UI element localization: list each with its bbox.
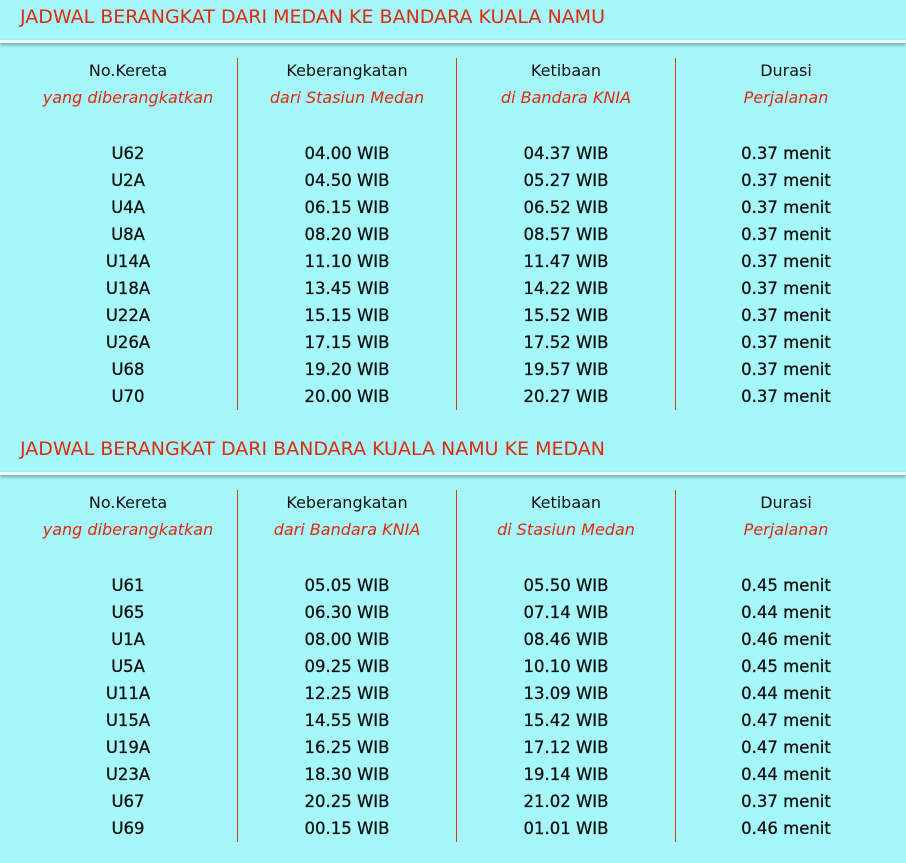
train-number-cell: U1A <box>111 630 145 649</box>
departure-time-cell: 06.15 WIB <box>304 198 390 217</box>
train-number-cell: U68 <box>111 360 145 379</box>
column-subheader: dari Bandara KNIA <box>273 520 421 539</box>
arrival-time-cell: 07.14 WIB <box>523 603 609 622</box>
duration-cell: 0.37 menit <box>741 225 831 244</box>
train-number-cell: U19A <box>105 738 151 757</box>
departure-time-cell: 12.25 WIB <box>304 684 390 703</box>
column-subheader: yang diberangkatkan <box>42 88 214 107</box>
departure-time-cell: 17.15 WIB <box>304 333 390 352</box>
departure-time-cell: 20.25 WIB <box>304 792 390 811</box>
arrival-time-cell: 11.47 WIB <box>523 252 609 271</box>
arrival-time-cell: 13.09 WIB <box>523 684 609 703</box>
section-title: JADWAL BERANGKAT DARI MEDAN KE BANDARA KUALA NAMU <box>20 6 605 28</box>
arrival-time-cell: 01.01 WIB <box>523 819 609 838</box>
train-number-cell: U18A <box>105 279 151 298</box>
duration-cell: 0.47 menit <box>741 738 831 757</box>
duration-cell: 0.37 menit <box>741 198 831 217</box>
departure-time-cell: 05.05 WIB <box>304 576 390 595</box>
title-divider <box>0 472 906 475</box>
departure-time-cell: 04.00 WIB <box>304 144 390 163</box>
train-number-cell: U15A <box>105 711 151 730</box>
arrival-time-cell: 06.52 WIB <box>523 198 609 217</box>
train-number-cell: U65 <box>111 603 145 622</box>
departure-time-cell: 16.25 WIB <box>304 738 390 757</box>
column-header: Keberangkatan <box>286 61 408 80</box>
arrival-time-cell: 04.37 WIB <box>523 144 609 163</box>
departure-time-cell: 04.50 WIB <box>304 171 390 190</box>
duration-cell: 0.45 menit <box>741 657 831 676</box>
duration-cell: 0.37 menit <box>741 144 831 163</box>
duration-cell: 0.37 menit <box>741 252 831 271</box>
departure-time-cell: 08.00 WIB <box>304 630 390 649</box>
train-number-cell: U61 <box>111 576 145 595</box>
train-number-cell: U5A <box>111 657 145 676</box>
duration-cell: 0.45 menit <box>741 576 831 595</box>
column-header: Keberangkatan <box>286 493 408 512</box>
column-header: No.Kereta <box>88 493 168 512</box>
departure-time-cell: 19.20 WIB <box>304 360 390 379</box>
duration-cell: 0.44 menit <box>741 684 831 703</box>
duration-cell: 0.37 menit <box>741 171 831 190</box>
arrival-time-cell: 08.57 WIB <box>523 225 609 244</box>
duration-cell: 0.37 menit <box>741 387 831 406</box>
duration-cell: 0.37 menit <box>741 792 831 811</box>
column-subheader: Perjalanan <box>743 520 829 539</box>
train-number-cell: U70 <box>111 387 145 406</box>
departure-time-cell: 14.55 WIB <box>304 711 390 730</box>
departure-time-cell: 06.30 WIB <box>304 603 390 622</box>
train-number-cell: U26A <box>105 333 151 352</box>
train-number-cell: U2A <box>111 171 145 190</box>
duration-cell: 0.44 menit <box>741 603 831 622</box>
duration-cell: 0.37 menit <box>741 306 831 325</box>
train-number-cell: U8A <box>111 225 145 244</box>
arrival-time-cell: 15.42 WIB <box>523 711 609 730</box>
column-header: Durasi <box>760 493 812 512</box>
departure-time-cell: 20.00 WIB <box>304 387 390 406</box>
duration-cell: 0.37 menit <box>741 279 831 298</box>
departure-time-cell: 08.20 WIB <box>304 225 390 244</box>
duration-cell: 0.37 menit <box>741 360 831 379</box>
arrival-time-cell: 19.57 WIB <box>523 360 609 379</box>
train-number-cell: U69 <box>111 819 145 838</box>
departure-time-cell: 09.25 WIB <box>304 657 390 676</box>
duration-cell: 0.44 menit <box>741 765 831 784</box>
column-header: Ketibaan <box>530 61 602 80</box>
duration-cell: 0.47 menit <box>741 711 831 730</box>
title-divider <box>0 40 906 43</box>
section-title: JADWAL BERANGKAT DARI BANDARA KUALA NAMU KE MEDAN <box>20 438 605 460</box>
duration-cell: 0.37 menit <box>741 333 831 352</box>
arrival-time-cell: 05.50 WIB <box>523 576 609 595</box>
arrival-time-cell: 17.52 WIB <box>523 333 609 352</box>
column-subheader: di Bandara KNIA <box>500 88 632 107</box>
train-number-cell: U22A <box>105 306 151 325</box>
train-number-cell: U67 <box>111 792 145 811</box>
arrival-time-cell: 08.46 WIB <box>523 630 609 649</box>
departure-time-cell: 15.15 WIB <box>304 306 390 325</box>
arrival-time-cell: 05.27 WIB <box>523 171 609 190</box>
train-number-cell: U4A <box>111 198 145 217</box>
train-number-cell: U11A <box>105 684 151 703</box>
arrival-time-cell: 21.02 WIB <box>523 792 609 811</box>
arrival-time-cell: 15.52 WIB <box>523 306 609 325</box>
arrival-time-cell: 10.10 WIB <box>523 657 609 676</box>
train-number-cell: U62 <box>111 144 145 163</box>
departure-time-cell: 11.10 WIB <box>304 252 390 271</box>
arrival-time-cell: 14.22 WIB <box>523 279 609 298</box>
arrival-time-cell: 17.12 WIB <box>523 738 609 757</box>
duration-cell: 0.46 menit <box>741 630 831 649</box>
departure-time-cell: 13.45 WIB <box>304 279 390 298</box>
column-subheader: di Stasiun Medan <box>497 520 635 539</box>
column-subheader: dari Stasiun Medan <box>269 88 425 107</box>
column-header: Durasi <box>760 61 812 80</box>
arrival-time-cell: 19.14 WIB <box>523 765 609 784</box>
duration-cell: 0.46 menit <box>741 819 831 838</box>
column-subheader: Perjalanan <box>743 88 829 107</box>
departure-time-cell: 18.30 WIB <box>304 765 390 784</box>
arrival-time-cell: 20.27 WIB <box>523 387 609 406</box>
column-subheader: yang diberangkatkan <box>42 520 214 539</box>
column-header: Ketibaan <box>530 493 602 512</box>
column-header: No.Kereta <box>88 61 168 80</box>
train-number-cell: U23A <box>105 765 151 784</box>
departure-time-cell: 00.15 WIB <box>304 819 390 838</box>
train-number-cell: U14A <box>105 252 151 271</box>
